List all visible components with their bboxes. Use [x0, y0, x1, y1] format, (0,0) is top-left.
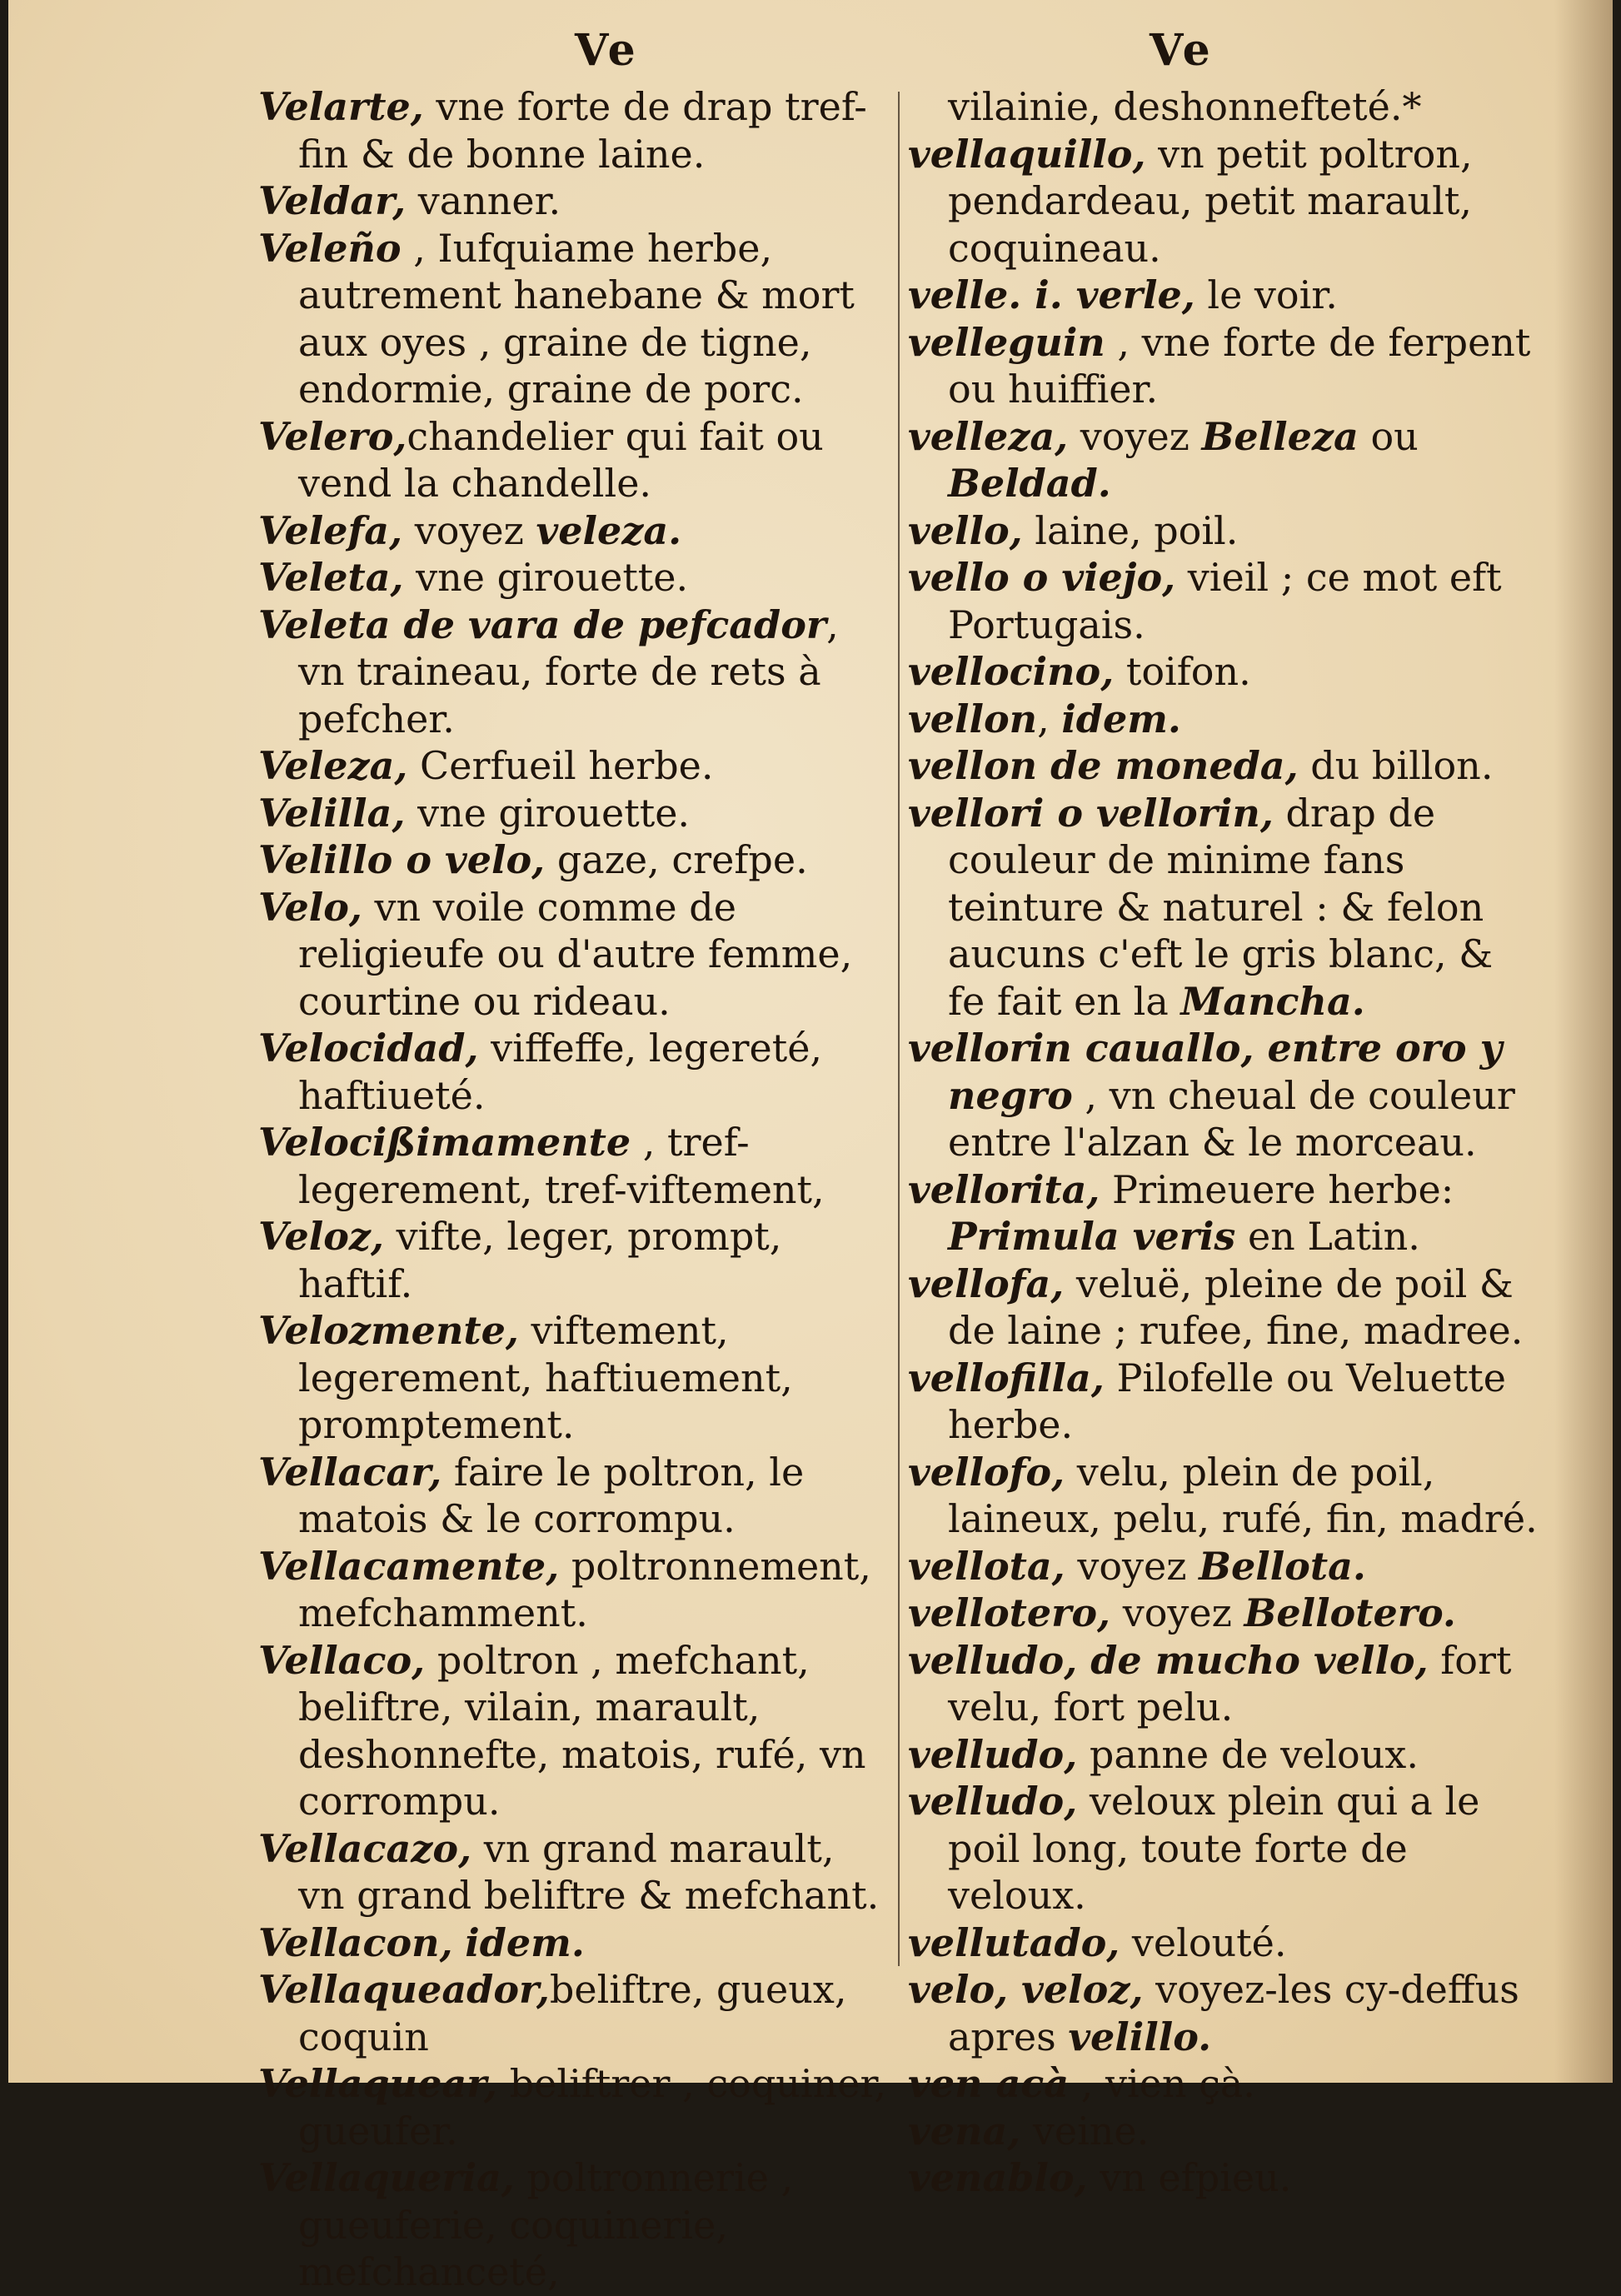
definition: ou	[1358, 413, 1419, 459]
headword: vello o viejo,	[908, 555, 1176, 600]
headword: Veleta de vara de pefcador	[258, 601, 827, 647]
headword: vellorin cauallo, entre oro y negro	[908, 1026, 1503, 1118]
cross-reference: idem.	[465, 1919, 585, 1965]
dictionary-entry	[258, 554, 891, 601]
definition: laine, poil.	[1022, 507, 1239, 553]
headword: velleza,	[908, 413, 1069, 459]
definition: beliftrer , coquiner, gueufer.	[298, 2061, 887, 2154]
definition: ,	[1037, 696, 1062, 741]
definition	[453, 1920, 466, 1965]
definition: vne girouette.	[403, 555, 689, 600]
headword: vellon	[908, 696, 1038, 741]
headword: Vellaco,	[258, 1637, 426, 1683]
headword: Veloz,	[258, 1214, 385, 1259]
cross-reference: veleza.	[536, 507, 682, 553]
headword: Velo,	[258, 884, 362, 930]
dictionary-entry	[258, 225, 891, 413]
headword: velleguin	[908, 319, 1105, 365]
definition: poltronnerie , gueuferie, coquinerie, mefchanceté,	[298, 2155, 794, 2294]
dictionary-entry	[258, 601, 891, 743]
definition: drap de couleur de minime fans teinture & naturel : & felon aucuns c'eft le gris blanc, & fe fait en la	[948, 790, 1494, 1024]
definition: viftement, legerement, haftiuement, promptement.	[298, 1308, 793, 1447]
headword: velle. i. verle,	[908, 272, 1195, 317]
dictionary-entry	[908, 413, 1541, 507]
headword: venablo,	[908, 2155, 1088, 2200]
dictionary-entry	[258, 177, 891, 225]
headword: Vellacon,	[258, 1919, 453, 1965]
running-head-left: Ve	[575, 25, 639, 76]
headword: vellofa,	[908, 1260, 1065, 1306]
headword: vellutado,	[908, 1919, 1120, 1965]
definition: en Latin.	[1235, 1214, 1420, 1259]
headword: Veldar,	[258, 178, 406, 223]
cross-reference: Mancha.	[1180, 978, 1365, 1024]
definition: poltronnement, mefchamment.	[298, 1543, 871, 1635]
dictionary-entry	[258, 1213, 891, 1307]
dictionary-entry	[908, 1778, 1541, 1919]
dictionary-entry	[908, 742, 1541, 790]
dictionary-page	[8, 0, 1613, 2294]
dictionary-entry	[258, 1825, 891, 1919]
dictionary-entry	[908, 1966, 1541, 2060]
definition: , vne forte de ferpent ou huiffier.	[948, 319, 1531, 412]
dictionary-entry	[258, 507, 891, 555]
dictionary-entry	[908, 790, 1541, 1026]
dictionary-entry	[908, 131, 1541, 272]
definition: veluë, pleine de poil & de laine ; rufee, fine, madree.	[948, 1260, 1524, 1353]
headword: Vellaqueador,	[258, 1967, 550, 2012]
definition: vn petit poltron, pendardeau, petit marault, coquineau.	[948, 131, 1473, 271]
page-edge-shadow	[1554, 0, 1613, 2083]
definition: voyez	[1068, 413, 1202, 459]
dictionary-entry	[908, 2060, 1541, 2108]
definition: Primeuere herbe:	[1100, 1166, 1454, 1212]
headword: Veleta,	[258, 555, 404, 600]
dictionary-entry	[908, 696, 1541, 743]
dictionary-entry	[258, 884, 891, 1026]
headword: velludo,	[908, 1731, 1078, 1777]
headword: Velefa,	[258, 507, 403, 553]
definition: faire le poltron, le matois & le corrompu.	[298, 1449, 805, 1541]
headword: Vellacar,	[258, 1449, 442, 1495]
dictionary-entry	[908, 319, 1541, 413]
dictionary-entry	[908, 1166, 1541, 1260]
headword: vellofilla,	[908, 1355, 1105, 1400]
definition: poltron , mefchant, beliftre, vilain, marault, deshonnefte, matois, rufé, vn corrompu.	[298, 1637, 866, 1824]
definition: beliftre, gueux, coquin	[298, 1967, 847, 2059]
definition: voyez	[1110, 1590, 1244, 1635]
headword: vellofo,	[908, 1449, 1065, 1495]
right-column	[908, 83, 1541, 2202]
definition: vn efpieu.	[1087, 2155, 1292, 2200]
dictionary-entry	[258, 836, 891, 884]
running-head-right: Ve	[1150, 25, 1214, 76]
headword: Velocidad,	[258, 1026, 479, 1071]
definition: , Iufquiame herbe, autrement hanebane & mort aux oyes , graine de tigne, endormie, graine de porc.	[298, 225, 855, 412]
headword: velo, veloz,	[908, 1967, 1144, 2012]
dictionary-entry	[258, 83, 891, 177]
definition: toifon.	[1114, 649, 1251, 694]
definition: du billon.	[1298, 743, 1494, 788]
definition: vne girouette.	[405, 790, 691, 836]
cross-reference: Beldad.	[948, 461, 1111, 506]
cross-reference: Belleza	[1201, 413, 1359, 459]
headword: vellocino,	[908, 649, 1115, 694]
dictionary-entry	[908, 1025, 1541, 1166]
dictionary-entry	[258, 2060, 891, 2154]
headword: Velilla,	[258, 790, 406, 836]
headword: ven acà	[908, 2061, 1070, 2106]
headword: Veleño	[258, 225, 402, 271]
definition: vn grand marault, vn grand beliftre & mefchant.	[298, 1825, 880, 1918]
definition: chandelier qui fait ou vend la chandelle.	[298, 413, 824, 506]
headword: Velarte,	[258, 84, 424, 129]
headword: velludo,	[908, 1779, 1078, 1824]
dictionary-entry	[258, 1025, 891, 1119]
def-text: vilainie, deshonnefteté.*	[948, 84, 1422, 129]
definition: voyez	[1065, 1543, 1200, 1589]
dictionary-entry	[908, 554, 1541, 648]
definition: velouté.	[1120, 1919, 1287, 1965]
headword: vellorita,	[908, 1166, 1100, 1212]
dictionary-entry	[908, 507, 1541, 555]
cross-reference: velillo.	[1068, 2014, 1212, 2059]
cross-reference: Primula veris	[948, 1214, 1236, 1259]
cross-reference: Bellota.	[1199, 1543, 1366, 1589]
definition: velu, plein de poil, laineux, pelu, rufé, fin, madré.	[948, 1449, 1538, 1541]
headword: Vellaquear,	[258, 2061, 498, 2106]
dictionary-entry	[908, 1919, 1541, 1967]
definition: , vn traineau, forte de rets à pefcher.	[298, 601, 839, 741]
headword: vellon de moneda,	[908, 743, 1299, 788]
dictionary-entry	[258, 790, 891, 837]
dictionary-entry	[908, 272, 1541, 319]
dictionary-entry	[258, 1966, 891, 2060]
dictionary-entry	[908, 1731, 1541, 1779]
headword: vello,	[908, 507, 1023, 553]
left-column	[258, 83, 891, 2296]
definition: Pilofelle ou Veluette herbe.	[948, 1355, 1506, 1447]
dictionary-entry	[258, 1449, 891, 1543]
definition: , vien çà.	[1069, 2061, 1255, 2106]
dictionary-entry	[258, 1119, 891, 1213]
dictionary-entry	[908, 1260, 1541, 1355]
headword: Veleza,	[258, 743, 408, 788]
headword: Velozmente,	[258, 1308, 519, 1353]
cross-reference: idem.	[1061, 696, 1181, 741]
headword: Vellacazo,	[258, 1825, 472, 1871]
definition: gaze, crefpe.	[545, 837, 808, 882]
definition: le voir.	[1195, 272, 1338, 317]
dictionary-entry	[258, 742, 891, 790]
dictionary-entry	[908, 1637, 1541, 1731]
dictionary-entry	[258, 2154, 891, 2296]
definition: panne de veloux.	[1077, 1731, 1419, 1777]
dictionary-entry	[258, 1543, 891, 1637]
dictionary-entry	[908, 1543, 1541, 1590]
definition: vne forte de drap tref-fin & de bonne laine.	[298, 84, 867, 177]
definition: , vn cheual de couleur entre l'alzan & le morceau.	[948, 1072, 1515, 1165]
headword: vellori o vellorin,	[908, 790, 1274, 836]
cross-reference: Bellotero.	[1244, 1590, 1456, 1635]
dictionary-entry	[908, 2108, 1541, 2155]
definition: , tref-legerement, tref-viftement,	[298, 1120, 825, 1212]
headword: velludo, de mucho vello,	[908, 1637, 1429, 1683]
headword: Vellacamente,	[258, 1543, 560, 1589]
definition: veine.	[1020, 2108, 1150, 2154]
dictionary-entry	[908, 83, 1541, 131]
definition: vn voile comme de religieufe ou d'autre femme, courtine ou rideau.	[298, 884, 853, 1024]
definition: voyez-les cy-deffus apres	[948, 1967, 1519, 2059]
headword: vena,	[908, 2108, 1021, 2154]
headword: Vellaqueria,	[258, 2155, 515, 2200]
headword: Velero,	[258, 413, 407, 459]
dictionary-entry	[258, 1637, 891, 1825]
definition: voyez	[402, 507, 536, 553]
definition: viffeffe, legereté, haftiueté.	[298, 1026, 823, 1118]
dictionary-entry	[908, 2154, 1541, 2202]
definition: vieil ; ce mot eft Portugais.	[948, 555, 1502, 647]
definition: vifte, leger, prompt, haftif.	[298, 1214, 782, 1306]
definition: fort velu, fort pelu.	[948, 1637, 1512, 1729]
dictionary-entry	[908, 1355, 1541, 1449]
dictionary-entry	[258, 1307, 891, 1449]
dictionary-entry	[908, 1449, 1541, 1543]
headword: Velocißimamente	[258, 1120, 631, 1165]
dictionary-entry	[908, 648, 1541, 696]
dictionary-entry	[258, 413, 891, 507]
headword: vellota,	[908, 1543, 1065, 1589]
dictionary-entry	[258, 1919, 891, 1967]
definition: Cerfueil herbe.	[407, 743, 714, 788]
headword: Velillo o velo,	[258, 837, 546, 882]
definition: veloux plein qui a le poil long, toute forte de veloux.	[948, 1779, 1480, 1918]
definition: vanner.	[406, 178, 561, 223]
dictionary-entry	[908, 1590, 1541, 1637]
headword: vellotero,	[908, 1590, 1111, 1635]
headword: vellaquillo,	[908, 131, 1146, 177]
column-rule	[898, 92, 900, 1966]
